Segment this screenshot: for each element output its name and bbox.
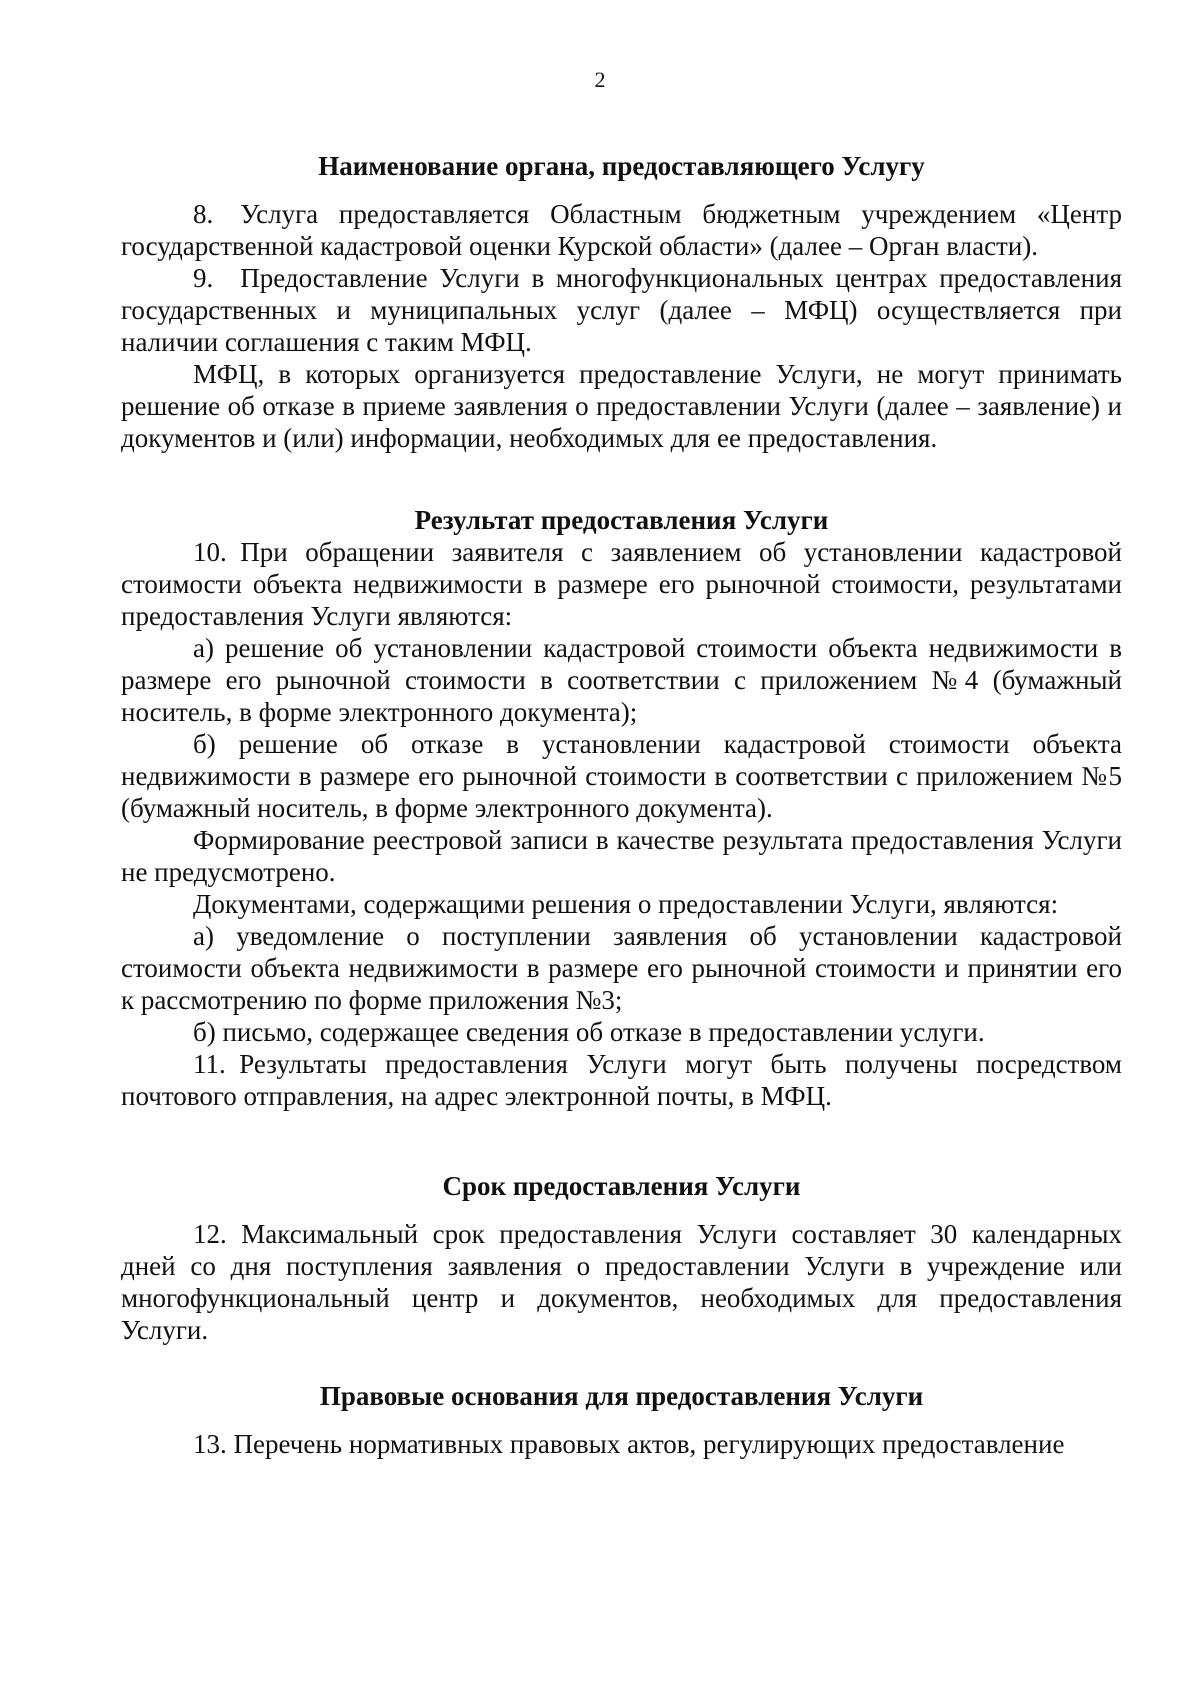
- section-term: [121, 1170, 1122, 1346]
- paragraph-8: 8. Услуга предоставляется Областным бюджетным учреждением «Центр государственной кадастровой оценки Курской области» (далее – Орган власти).: [121, 199, 1122, 261]
- paragraph-12: 12. Максимальный срок предоставления Услуги составляет 30 календарных дней со дня поступления заявления о предоставлении Услуги в учреждение или многофункциональный центр и документов, необходимых для предоставления Услуги.: [121, 1219, 1122, 1345]
- section-heading-legal: Правовые основания для предоставления Услуги: [319, 1381, 924, 1411]
- paragraph-11: 11. Результаты предоставления Услуги могут быть получены посредством почтового отправления, на адрес электронной почты, в МФЦ.: [121, 1049, 1122, 1111]
- paragraph-9: 9. Предоставление Услуги в многофункциональных центрах предоставления государственных и муниципальных услуг (далее – МФЦ) осуществляется при наличии соглашения с таким МФЦ.: [121, 263, 1122, 357]
- paragraph-10b: б) решение об отказе в установлении кадастровой стоимости объекта недвижимости в размере его рыночной стоимости в соответствии с приложением №5 (бумажный носитель, в форме электронного документа).: [121, 729, 1122, 823]
- section-heading-term: Срок предоставления Услуги: [442, 1171, 801, 1201]
- document-body: [121, 150, 1122, 1460]
- paragraph-13: 13. Перечень нормативных правовых актов, регулирующих предоставление: [193, 1429, 1065, 1459]
- paragraph-10: 10. При обращении заявителя с заявлением об установлении кадастровой стоимости объекта недвижимости в размере его рыночной стоимости, результатами предоставления Услуги являются:: [121, 537, 1122, 631]
- page-number: 2: [594, 67, 606, 92]
- section-result: [121, 504, 1122, 1112]
- section-heading-result: Результат предоставления Услуги: [414, 505, 829, 535]
- section-organ: [121, 150, 1122, 454]
- paragraph-documents-a: а) уведомление о поступлении заявления об установлении кадастровой стоимости объекта недвижимости в размере его рыночной стоимости и принятии его к рассмотрению по форме приложения №3;: [121, 921, 1122, 1015]
- paragraph-registry: Формирование реестровой записи в качестве результата предоставления Услуги не предусмотрено.: [121, 825, 1122, 887]
- paragraph-documents-b: б) письмо, содержащее сведения об отказе в предоставлении услуги.: [193, 1017, 985, 1047]
- paragraph-10a: а) решение об установлении кадастровой стоимости объекта недвижимости в размере его рыночной стоимости в соответствии с приложением №4 (бумажный носитель, в форме электронного документа);: [121, 633, 1122, 727]
- paragraph-mfc: МФЦ, в которых организуется предоставление Услуги, не могут принимать решение об отказе в приеме заявления о предоставлении Услуги (далее – заявление) и документов и (или) информации, необходимых для ее предоставления.: [121, 359, 1122, 453]
- section-heading-organ: Наименование органа, предоставляющего Услугу: [318, 151, 925, 181]
- section-legal: [121, 1380, 1122, 1460]
- paragraph-documents: Документами, содержащими решения о предоставлении Услуги, являются:: [193, 889, 1059, 919]
